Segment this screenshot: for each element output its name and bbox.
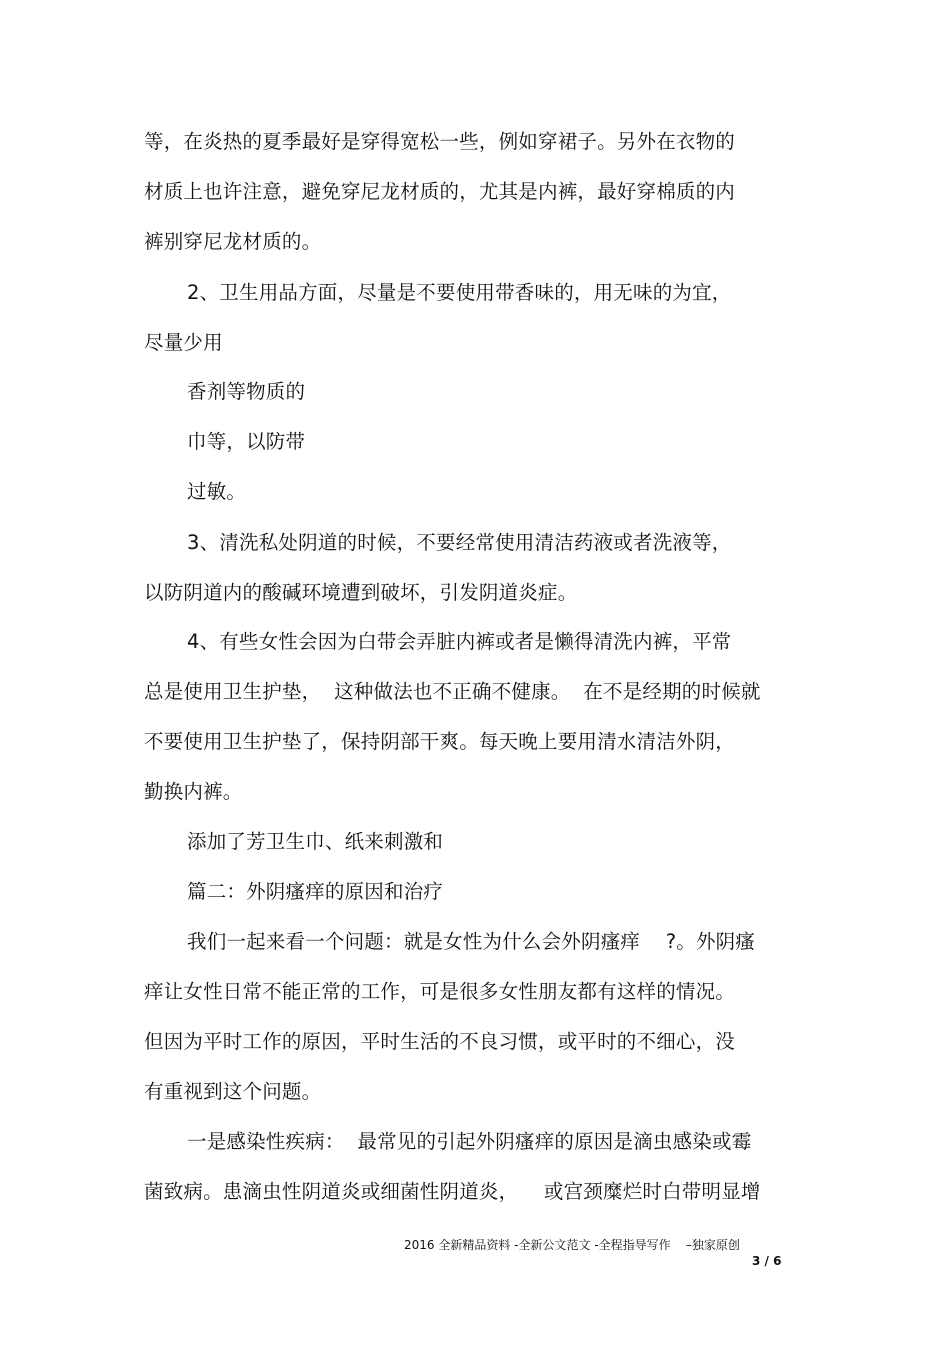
text-line-5: 尽量少用 (144, 331, 223, 354)
text-line-3: 裤别穿尼龙材质的。 (144, 230, 322, 253)
text-line-2: 材质上也许注意，避免穿尼龙材质的，尤其是内裤，最好穿棉质的内 (144, 180, 736, 203)
text-line-13: 不要使用卫生护垫了，保持阴部干爽。每天晚上要用清水清洁外阴， (144, 730, 736, 753)
footer-text: 2016 全新精品资料 -全新公文范文 -全程指导写作 –独家原创 (404, 1238, 740, 1252)
text-line-11: 4、有些女性会因为白带会弄脏内裤或者是懒得清洗内裤，平常 (187, 630, 732, 653)
text-line-8: 过敏。 (187, 480, 247, 503)
text-line-6: 香剂等物质的 (187, 380, 306, 403)
text-line-12: 总是使用卫生护垫， 这种做法也不正确不健康。 在不是经期的时候就 (144, 680, 761, 703)
text-line-10: 以防阴道内的酸碱环境遭到破坏，引发阴道炎症。 (144, 581, 578, 604)
text-line-22: 菌致病。患滴虫性阴道炎或细菌性阴道炎， 或宫颈糜烂时白带明显增 (144, 1180, 761, 1203)
page-number: 3 / 6 (752, 1254, 782, 1268)
text-line-7: 巾等，以防带 (187, 430, 306, 453)
text-line-17: 我们一起来看一个问题：就是女性为什么会外阴瘙痒 ?。外阴瘙 (187, 930, 756, 953)
text-line-9: 3、清洗私处阴道的时候，不要经常使用清洁药液或者洗液等， (187, 531, 732, 554)
text-line-20: 有重视到这个问题。 (144, 1080, 322, 1103)
text-line-15: 添加了芳卫生巾、纸来刺激和 (187, 830, 444, 853)
text-line-1: 等，在炎热的夏季最好是穿得宽松一些，例如穿裙子。另外在衣物的 (144, 130, 736, 153)
text-line-21: 一是感染性疾病： 最常见的引起外阴瘙痒的原因是滴虫感染或霉 (187, 1130, 752, 1153)
text-line-14: 勤换内裤。 (144, 780, 243, 803)
text-line-19: 但因为平时工作的原因，平时生活的不良习惯，或平时的不细心，没 (144, 1030, 736, 1053)
text-line-4: 2、卫生用品方面，尽量是不要使用带香味的，用无味的为宜， (187, 281, 732, 304)
text-line-18: 痒让女性日常不能正常的工作，可是很多女性朋友都有这样的情况。 (144, 980, 736, 1003)
section-heading: 篇二：外阴瘙痒的原因和治疗 (187, 880, 444, 903)
